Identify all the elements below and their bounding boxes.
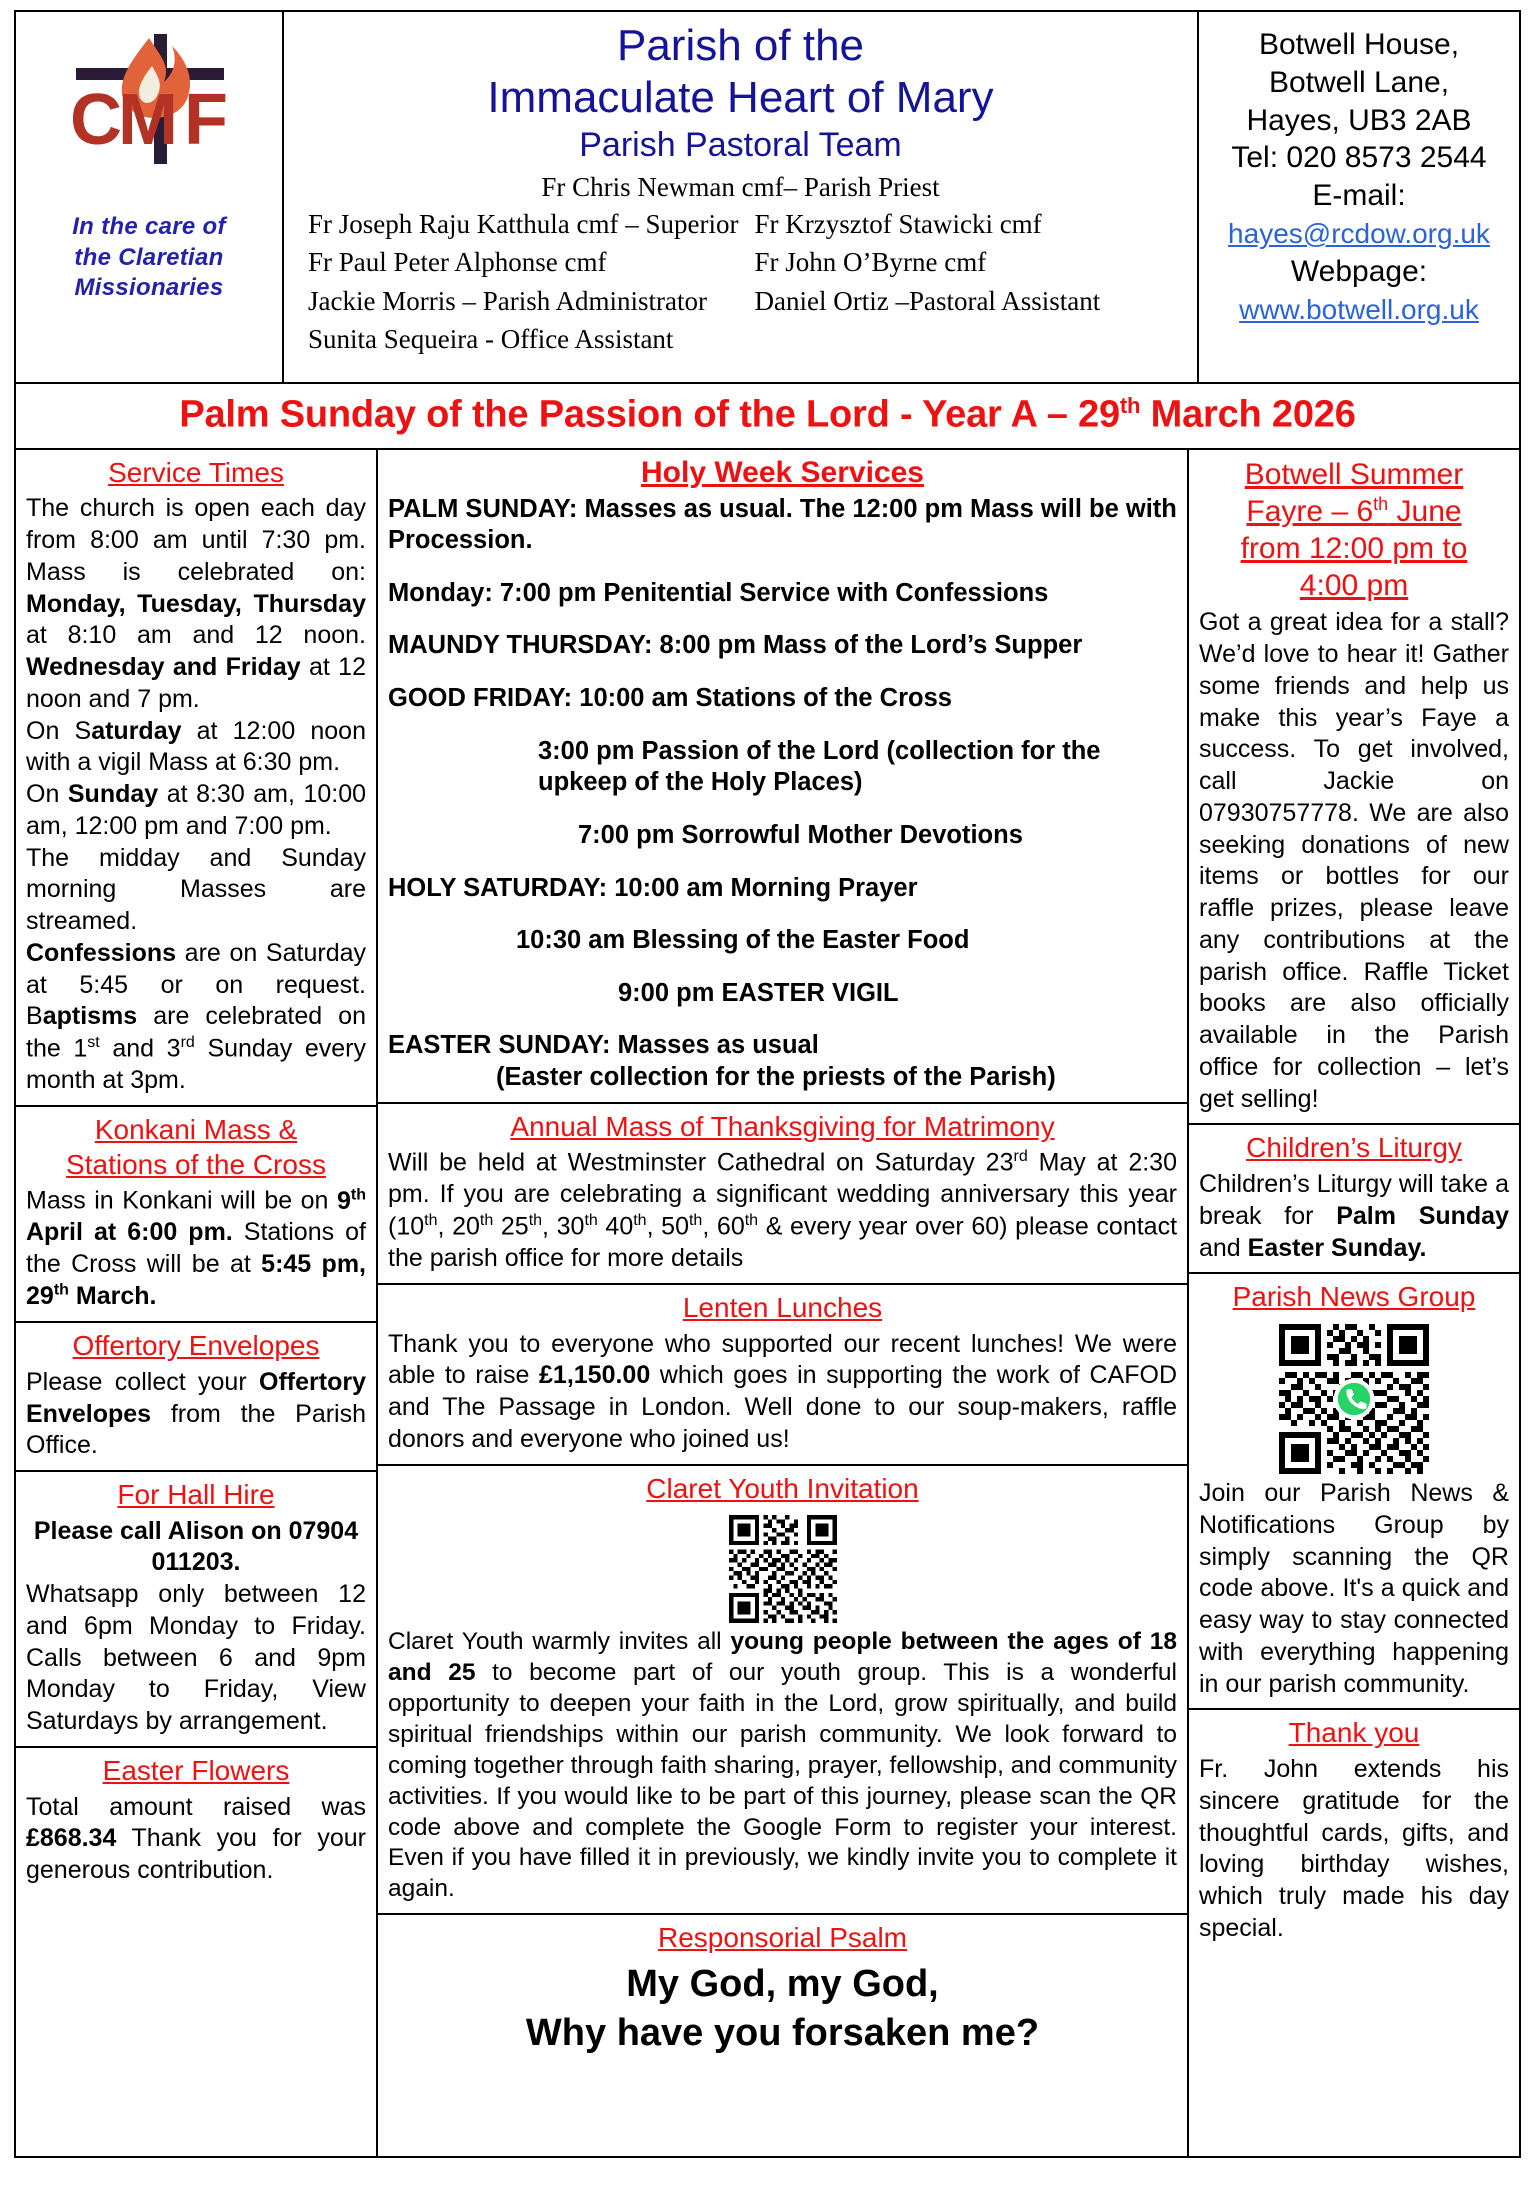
ef-amount: £868.34	[26, 1824, 117, 1853]
feast-day-banner	[14, 384, 1521, 450]
parish-title-line-2: Immaculate Heart of Mary	[487, 72, 994, 122]
stations-time: 5:45 pm, 29	[26, 1250, 367, 1311]
st-text: The church is open each day from 8:00 am until 7:30 pm. Mass is celebrated on:	[26, 494, 366, 586]
care-line-1: In the care of	[72, 213, 226, 240]
parish-title-line-1: Parish of the	[616, 21, 865, 70]
st-text: On	[26, 780, 68, 809]
sf-date: Fayre – 6	[1246, 494, 1374, 528]
care-line-2: the Claretian	[74, 243, 224, 271]
konkani-ordinal: th	[350, 1186, 366, 1204]
thank-you-body: Fr. John extends his sincere gratitude for the thoughtful cards, gifts, and loving birthday wishes, which truly made his day special.	[1199, 1755, 1509, 1942]
sf-ordinal: th	[1373, 493, 1389, 514]
konkani-title	[26, 1113, 366, 1182]
team-member: Daniel Ortiz –Pastoral Assistant	[754, 285, 1101, 316]
team-member	[755, 320, 1192, 358]
mat-text: & every year over 60) please contact the parish office for more details	[388, 1212, 1178, 1273]
hall-hire-section	[16, 1472, 376, 1748]
st-text: and 3	[99, 1034, 181, 1063]
banner-prefix: Palm Sunday of the Passion of the Lord - Year A – 29	[179, 393, 1120, 436]
psalm-text	[388, 1960, 1177, 2059]
psalm-title: Responsorial Psalm	[658, 1922, 907, 1954]
offertory-text: from the Parish Office.	[26, 1399, 366, 1460]
konkani-title-line-2: Stations of the Cross	[66, 1148, 326, 1180]
mat-ordinal: th	[688, 1212, 703, 1230]
team-member: Fr Joseph Raju Katthula cmf – Superior	[308, 208, 739, 239]
holy-week-line: 10:30 am Blessing of the Easter Food	[516, 926, 970, 955]
ll-text: Thank you to everyone who supported our recent lunches! We were able to raise	[388, 1329, 1177, 1390]
konkani-mass-section	[16, 1107, 376, 1323]
middle-column	[378, 450, 1189, 2156]
address-line-3: Hayes, UB3 2AB	[1246, 103, 1472, 137]
summer-fayre-body: Got a great idea for a stall? We’d love to hear it! Gather some friends and help us make this year’s Faye a success. To get involved, call Jackie on 07930757778. We are also seeking donations of new items or bottles for our raffle prizes, please leave any contributions at the parish office. Raffle Ticket books are also officially available in the Parish office for collection – let’s get selling!	[1199, 608, 1509, 1113]
st-sunday: Sunday	[67, 780, 159, 809]
hall-hire-phone: Please call Alison on 07904 011203.	[33, 1516, 359, 1577]
email-label: E-mail:	[1312, 179, 1406, 213]
mat-ordinal: th	[633, 1212, 647, 1230]
email-link[interactable]: hayes@rcdow.org.uk	[1228, 217, 1490, 249]
hall-hire-title: For Hall Hire	[117, 1479, 275, 1511]
service-times-title: Service Times	[108, 456, 284, 488]
parish-news-qr-wrap	[1199, 1318, 1509, 1478]
parish-title-cell	[284, 12, 1199, 382]
svg-text:C: C	[70, 80, 122, 160]
holy-week-line: 3:00 pm Passion of the Lord (collection for the upkeep of the Holy Places)	[538, 736, 1101, 797]
mat-ordinal: th	[424, 1212, 438, 1230]
st-text: at 12 noon and 7 pm.	[26, 653, 366, 713]
sf-title-line-4: 4:00 pm	[1299, 569, 1409, 603]
holy-week-title: Holy Week Services	[641, 455, 924, 489]
st-saturday: aturday	[91, 716, 182, 745]
holy-week-section	[378, 450, 1187, 1104]
whatsapp-parish-news-qr-code-icon[interactable]	[1279, 1324, 1429, 1474]
holy-week-line: 7:00 pm Sorrowful Mother Devotions	[578, 820, 1023, 849]
st-streamed: The midday and Sunday morning Masses are streamed.	[26, 843, 366, 936]
st-text: at 8:10 am and 12 noon.	[26, 621, 366, 650]
thank-you-section	[1189, 1710, 1519, 1952]
mat-ordinal: rd	[1013, 1148, 1028, 1166]
childrens-liturgy-section	[1189, 1125, 1519, 1274]
st-ordinal: st	[87, 1034, 100, 1052]
pastoral-team-heading: Parish Pastoral Team	[579, 125, 902, 164]
team-names-grid	[290, 205, 1191, 358]
ef-text: Thank you for your generous contribution.	[26, 1824, 366, 1885]
webpage-label: Webpage:	[1290, 254, 1428, 288]
claret-youth-body	[388, 1627, 1177, 1905]
matrimony-title: Annual Mass of Thanksgiving for Matrimony	[510, 1110, 1055, 1142]
hall-hire-contact	[26, 1516, 366, 1580]
st-days-1: Monday, Tuesday, Thursday	[26, 589, 366, 618]
st-text: B	[26, 1002, 43, 1031]
st-text: at 8:30 am, 10:00 am, 12:00 pm and 7:00 pm.	[26, 780, 366, 840]
claret-youth-section	[378, 1466, 1187, 1915]
easter-flowers-body	[26, 1792, 366, 1887]
cmf-claretian-logo-icon	[44, 26, 254, 206]
sf-title-line-2	[1199, 493, 1509, 530]
cl-text: and	[1199, 1233, 1248, 1262]
st-text: On S	[26, 716, 92, 745]
team-member: Jackie Morris – Parish Administrator	[308, 285, 707, 316]
easter-flowers-title: Easter Flowers	[102, 1754, 290, 1786]
responsorial-psalm-section	[378, 1915, 1187, 2067]
service-times-section	[16, 450, 376, 1107]
mat-text: , 60	[702, 1212, 745, 1241]
easter-sunday-block	[388, 1030, 1177, 1093]
holy-week-line: MAUNDY THURSDAY: 8:00 pm Mass of the Lord’s Supper	[388, 631, 1083, 660]
mat-ordinal: th	[479, 1212, 494, 1230]
team-member: Fr Paul Peter Alphonse cmf	[308, 247, 607, 278]
st-baptisms: aptisms	[42, 1002, 138, 1031]
mat-text: , 20	[437, 1212, 480, 1241]
claret-youth-qr-wrap	[388, 1509, 1177, 1627]
cy-text: Claret Youth warmly invites all	[388, 1628, 731, 1656]
logo-cell	[16, 12, 284, 382]
easter-flowers-section	[16, 1748, 376, 1895]
lenten-lunches-body	[388, 1329, 1177, 1456]
st-confessions: Confessions	[26, 938, 177, 967]
sf-title-line-1: Botwell Summer	[1244, 457, 1464, 491]
page-title	[290, 20, 1191, 124]
svg-text:M: M	[118, 80, 178, 160]
ef-text: Total amount raised was	[26, 1792, 366, 1821]
mat-ordinal: th	[744, 1212, 759, 1230]
claretian-care-text	[72, 212, 226, 304]
summer-fayre-title	[1199, 456, 1509, 605]
ll-amount: £1,150.00	[539, 1361, 651, 1390]
page-header	[14, 10, 1521, 384]
claret-youth-qr-code-icon[interactable]	[729, 1515, 837, 1623]
offertory-body	[26, 1367, 366, 1462]
thank-you-title: Thank you	[1288, 1717, 1420, 1749]
parish-news-title: Parish News Group	[1232, 1281, 1476, 1313]
care-line-3: Missionaries	[74, 274, 224, 302]
lenten-lunches-title: Lenten Lunches	[682, 1291, 883, 1323]
webpage-link[interactable]: www.botwell.org.uk	[1239, 293, 1479, 325]
content-columns	[14, 450, 1521, 2158]
matrimony-section	[378, 1104, 1187, 1285]
holy-week-line: 9:00 pm EASTER VIGIL	[618, 978, 899, 1007]
contact-cell	[1199, 12, 1519, 382]
right-column	[1189, 450, 1519, 2156]
sf-title-line-3: from 12:00 pm to	[1240, 532, 1468, 566]
holy-week-line: HOLY SATURDAY: 10:00 am Morning Prayer	[388, 873, 918, 902]
mat-ordinal: th	[528, 1212, 543, 1230]
address-line-2: Botwell Lane,	[1268, 65, 1450, 99]
mat-ordinal: th	[584, 1212, 598, 1230]
st-text: Sunday every month at 3pm.	[26, 1034, 366, 1095]
ll-text: which goes in supporting the work of CAFOD and The Passage in London. Well done to our soup-makers, raffle donors and everyone who joined us!	[388, 1361, 1177, 1453]
parish-news-body: Join our Parish News & Notifications Group by simply scanning the QR code above. It's a quick and easy way to stay connected with everything happening in our parish community.	[1199, 1479, 1509, 1698]
summer-fayre-section	[1189, 450, 1519, 1126]
konkani-text: Mass in Konkani will be on	[26, 1186, 337, 1215]
mat-text: Will be held at Westminster Cathedral on Saturday 23	[388, 1148, 1014, 1177]
mat-text: 40	[597, 1212, 634, 1241]
mat-text: May at 2:30 pm. If you are celebrating a significant wedding anniversary this year (10	[388, 1148, 1177, 1241]
childrens-liturgy-title: Children’s Liturgy	[1246, 1132, 1462, 1164]
st-days-2: Wednesday and Friday	[26, 653, 301, 682]
cl-text: Children’s Liturgy will take a break for	[1199, 1170, 1509, 1230]
cy-age-range: young people between the ages of 18 and 25	[388, 1628, 1177, 1687]
matrimony-body	[388, 1147, 1177, 1275]
psalm-line-2: Why have you forsaken me?	[525, 2012, 1040, 2055]
konkani-time: April at 6:00 pm.	[26, 1218, 233, 1247]
svg-text:F: F	[184, 80, 228, 160]
cl-palm-sunday: Palm Sunday	[1336, 1201, 1509, 1230]
team-member: Fr Krzysztof Stawicki cmf	[754, 208, 1042, 239]
holy-week-line: GOOD FRIDAY: 10:00 am Stations of the Cross	[388, 684, 952, 713]
left-column	[16, 450, 378, 2156]
telephone: Tel: 020 8573 2544	[1231, 141, 1487, 175]
pastoral-team-list	[290, 169, 1191, 358]
address-line-1: Botwell House,	[1258, 28, 1460, 61]
parish-priest-name: Fr Chris Newman cmf– Parish Priest	[541, 171, 940, 202]
cl-easter-sunday: Easter Sunday.	[1247, 1233, 1427, 1262]
konkani-text: Stations of the Cross will be at	[26, 1218, 366, 1279]
team-member: Fr John O’Byrne cmf	[754, 247, 987, 278]
st-text: are celebrated on the 1	[26, 1002, 366, 1063]
konkani-title-line-1: Konkani Mass &	[94, 1113, 298, 1145]
easter-sunday-line: EASTER SUNDAY: Masses as usual	[388, 1031, 819, 1060]
cy-text: to become part of our youth group. This is a wonderful opportunity to deepen your faith in the Lord, grow spiritually, and build spiritual friendships within our parish community. We look forward to coming together through faith sharing, prayer, fellowship, and community activities. If you would like to be part of this journey, please scan the QR code above and complete the Google Form to register your interest. Even if you have filled it in previously, we kindly invite you to complete it again.	[388, 1659, 1177, 1903]
banner-ordinal: th	[1119, 393, 1141, 418]
easter-collection-note: (Easter collection for the priests of the Parish)	[496, 1062, 1056, 1091]
konkani-body	[26, 1185, 366, 1313]
konkani-date: 9	[336, 1186, 351, 1215]
mat-text: , 50	[646, 1212, 689, 1241]
psalm-line-1: My God, my God,	[626, 1962, 939, 2005]
stations-month: March.	[68, 1282, 157, 1311]
childrens-liturgy-body	[1199, 1169, 1509, 1264]
holy-week-line: PALM SUNDAY: Masses as usual. The 12:00 pm Mass will be with Procession.	[388, 494, 1177, 555]
st-text: at 12:00 noon with a vigil Mass at 6:30 pm.	[26, 716, 366, 777]
offertory-envelopes-section	[16, 1323, 376, 1472]
offertory-title: Offertory Envelopes	[72, 1330, 320, 1362]
parish-news-group-section	[1189, 1274, 1519, 1710]
offertory-bold: Offertory Envelopes	[26, 1367, 366, 1428]
claret-youth-title: Claret Youth Invitation	[646, 1472, 919, 1504]
st-ordinal: rd	[180, 1034, 195, 1052]
team-member: Sunita Sequeira - Office Assistant	[308, 323, 674, 354]
banner-suffix: March 2026	[1140, 393, 1356, 436]
offertory-text: Please collect your	[26, 1367, 260, 1396]
st-text: are on Saturday at 5:45 or on request.	[26, 938, 366, 999]
mat-text: 25	[493, 1212, 529, 1241]
lenten-lunches-section	[378, 1285, 1187, 1466]
hall-hire-body: Whatsapp only between 12 and 6pm Monday to Friday. Calls between 6 and 9pm Monday to Friday, View Saturdays by arrangement.	[26, 1580, 366, 1736]
holy-week-line: Monday: 7:00 pm Penitential Service with Confessions	[388, 578, 1049, 607]
mat-text: , 30	[542, 1212, 585, 1241]
service-times-body	[26, 493, 366, 1097]
sf-month: June	[1388, 494, 1462, 528]
stations-ordinal: th	[53, 1281, 69, 1299]
